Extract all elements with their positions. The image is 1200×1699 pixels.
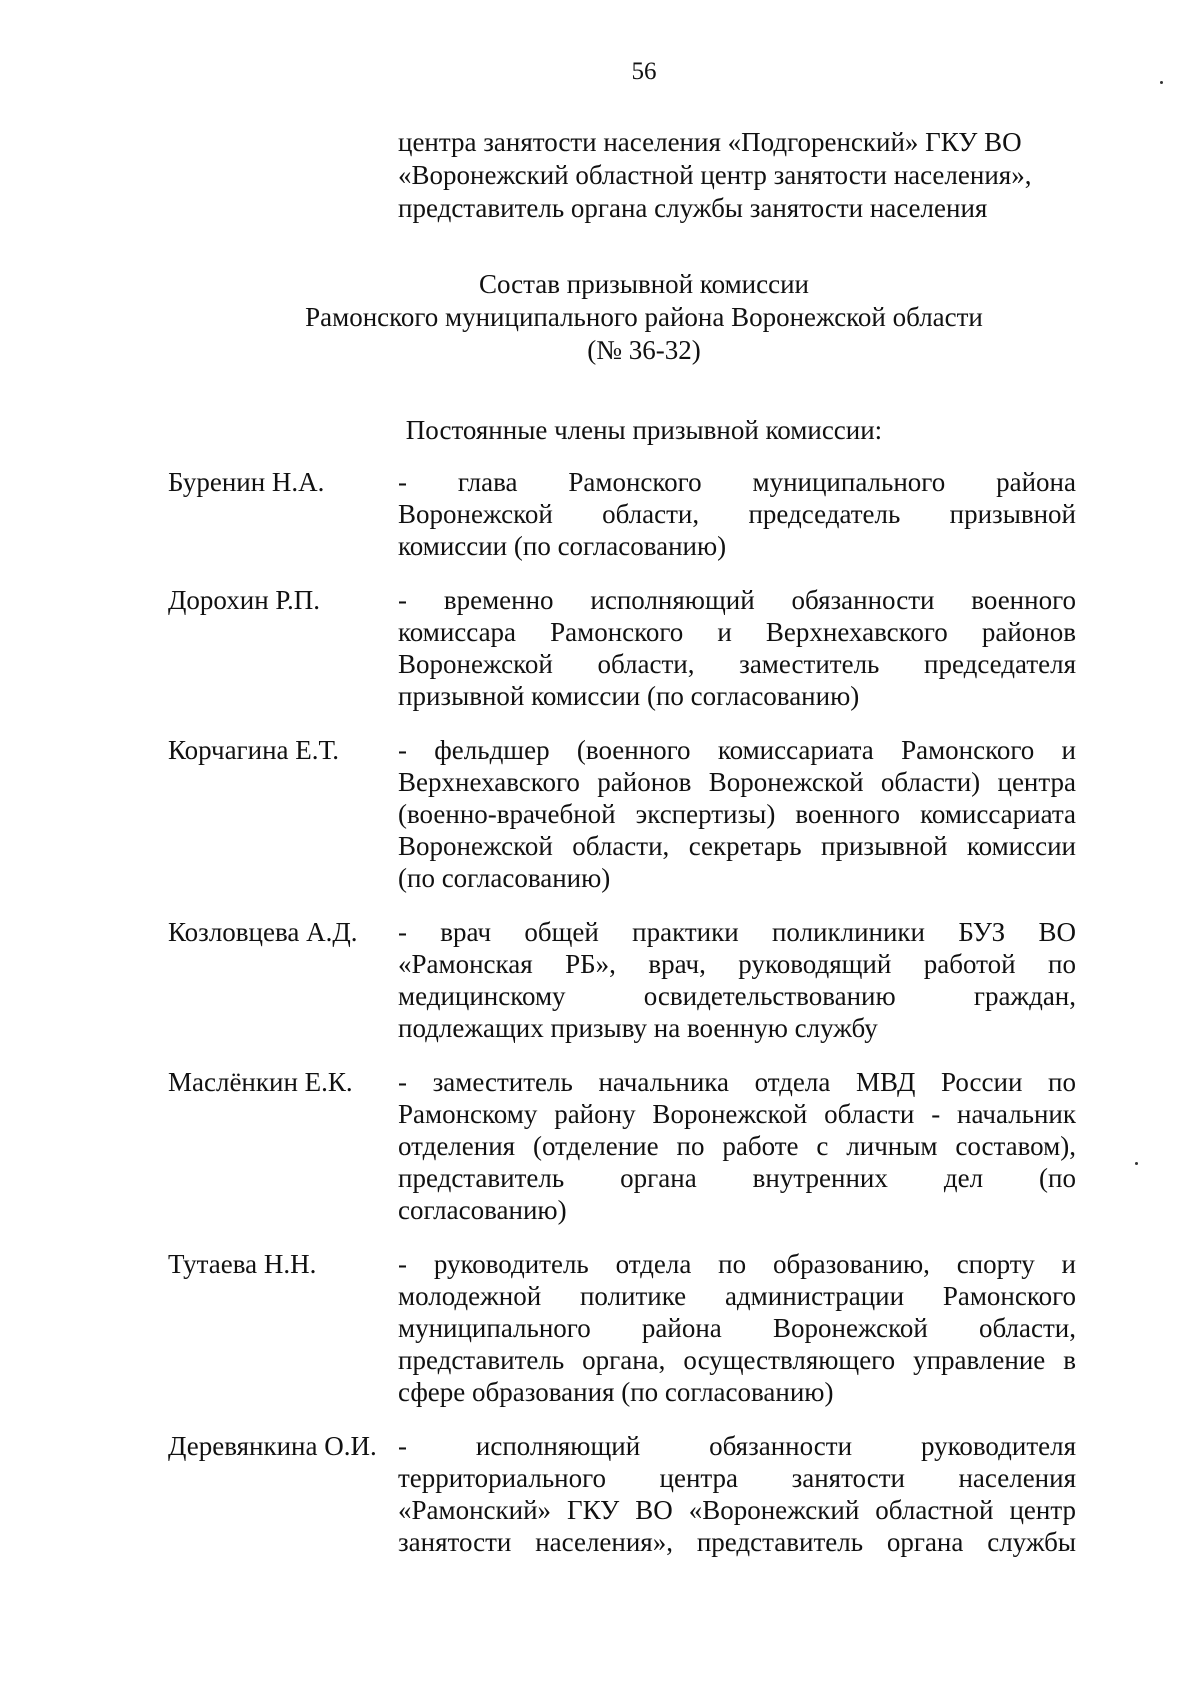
member-role bbox=[398, 1248, 1076, 1408]
role-line: комиссии (по согласованию) bbox=[398, 531, 727, 561]
role-line: Верхнехавского районов Воронежской области) центра bbox=[398, 767, 1076, 797]
role-line: представитель органа внутренних дел (по bbox=[398, 1163, 1076, 1193]
role-line: подлежащих призыву на военную службу bbox=[398, 1013, 878, 1043]
role-line: - заместитель начальника отдела МВД России по bbox=[398, 1067, 1076, 1097]
role-line: Рамонскому району Воронежской области - начальник bbox=[398, 1099, 1076, 1129]
page-number: 56 bbox=[631, 58, 657, 85]
role-line: призывной комиссии (по согласованию) bbox=[398, 681, 860, 711]
member-name: Корчагина Е.Т. bbox=[168, 735, 340, 765]
member-entry bbox=[168, 734, 1076, 894]
members-list bbox=[168, 466, 1076, 1558]
member-role bbox=[398, 1066, 1076, 1226]
heading-line-2: Рамонского муниципального района Воронежской области bbox=[305, 302, 983, 332]
role-line: представитель органа, осуществляющего управление в bbox=[398, 1345, 1076, 1375]
scan-speck bbox=[1160, 81, 1163, 84]
role-line: молодежной политике администрации Рамонского bbox=[398, 1281, 1076, 1311]
role-line: - руководитель отдела по образованию, спорту и bbox=[398, 1249, 1076, 1279]
role-line: - глава Рамонского муниципального района bbox=[398, 467, 1076, 497]
permanent-members-heading: Постоянные члены призывной комиссии: bbox=[405, 415, 883, 445]
role-line: - временно исполняющий обязанности военного bbox=[398, 585, 1076, 615]
role-line: Воронежской области, заместитель председателя bbox=[398, 649, 1076, 679]
member-entry bbox=[168, 1430, 1076, 1558]
scan-speck bbox=[1135, 1162, 1138, 1165]
role-line: - исполняющий обязанности руководителя bbox=[398, 1431, 1076, 1461]
role-line: муниципального района Воронежской области, bbox=[398, 1313, 1076, 1343]
member-name: Маслёнкин Е.К. bbox=[168, 1067, 353, 1097]
member-role bbox=[398, 916, 1076, 1044]
role-line: Воронежской области, секретарь призывной комиссии bbox=[398, 831, 1076, 861]
continuation-line: представитель органа службы занятости населения bbox=[398, 193, 988, 223]
member-entry bbox=[168, 1248, 1076, 1408]
member-role bbox=[398, 734, 1076, 894]
member-name: Козловцева А.Д. bbox=[168, 917, 358, 947]
role-line: сфере образования (по согласованию) bbox=[398, 1377, 834, 1407]
role-line: Воронежской области, председатель призывной bbox=[398, 499, 1076, 529]
member-name: Тутаева Н.Н. bbox=[168, 1249, 317, 1279]
member-entry bbox=[168, 466, 1076, 562]
heading-line-1: Состав призывной комиссии bbox=[478, 269, 809, 299]
member-role bbox=[398, 466, 1076, 562]
continuation-text bbox=[398, 126, 1098, 225]
member-name: Деревянкина О.И. bbox=[168, 1431, 377, 1461]
role-line: территориального центра занятости населения bbox=[398, 1463, 1076, 1493]
role-line: - врач общей практики поликлиники БУЗ ВО bbox=[398, 917, 1076, 947]
heading-line-3: (№ 36-32) bbox=[587, 335, 701, 365]
member-name: Дорохин Р.П. bbox=[168, 585, 321, 615]
member-name: Буренин Н.А. bbox=[168, 467, 325, 497]
role-line: (по согласованию) bbox=[398, 863, 611, 893]
continuation-line: «Воронежский областной центр занятости населения», bbox=[398, 160, 1032, 190]
member-role bbox=[398, 584, 1076, 712]
role-line: занятости населения», представитель органа службы bbox=[398, 1527, 1076, 1557]
member-entry bbox=[168, 916, 1076, 1044]
role-line: «Рамонский» ГКУ ВО «Воронежский областной центр bbox=[398, 1495, 1076, 1525]
commission-heading bbox=[240, 268, 1048, 367]
role-line: - фельдшер (военного комиссариата Рамонского и bbox=[398, 735, 1076, 765]
role-line: комиссара Рамонского и Верхнехавского районов bbox=[398, 617, 1076, 647]
role-line: медицинскому освидетельствованию граждан, bbox=[398, 981, 1076, 1011]
member-entry bbox=[168, 584, 1076, 712]
continuation-line: центра занятости населения «Подгоренский» ГКУ ВО bbox=[398, 127, 1022, 157]
role-line: «Рамонская РБ», врач, руководящий работой по bbox=[398, 949, 1076, 979]
member-role bbox=[398, 1430, 1076, 1558]
role-line: отделения (отделение по работе с личным составом), bbox=[398, 1131, 1076, 1161]
member-entry bbox=[168, 1066, 1076, 1226]
role-line: (военно-врачебной экспертизы) военного комиссариата bbox=[398, 799, 1076, 829]
role-line: согласованию) bbox=[398, 1195, 567, 1225]
